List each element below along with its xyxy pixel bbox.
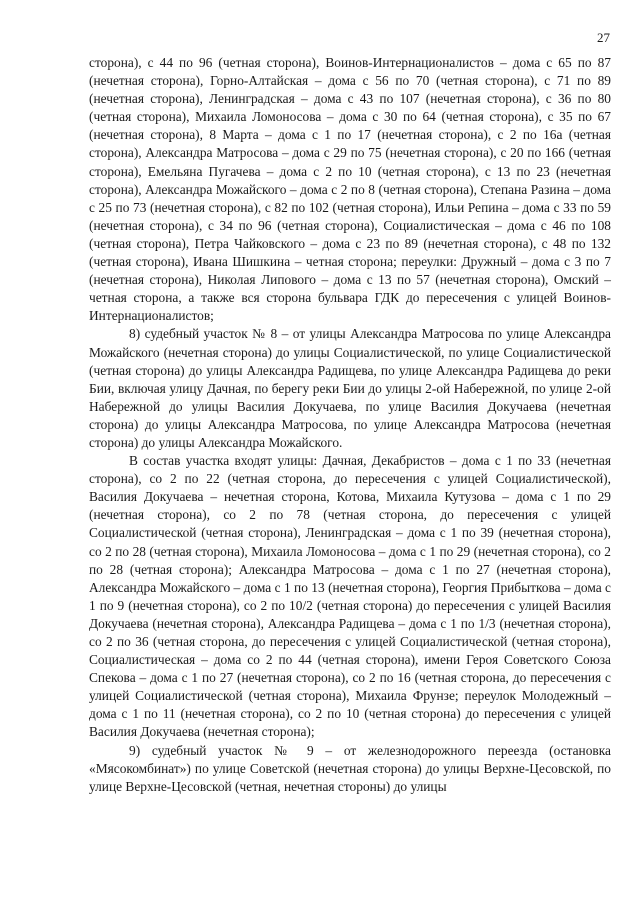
paragraph-district-9: 9) судебный участок № 9 – от железнодорожного переезда (остановка «Мясокомбинат») по улице Советской (нечетная сторона) до улицы Верхне-Цесовской, по улице Верхне-Цесовской (четная, нечетная стороны) до улицы — [89, 742, 611, 794]
page-body — [89, 54, 611, 796]
paragraph-district-8-streets: В состав участка входят улицы: Дачная, Декабристов – дома с 1 по 33 (нечетная сторона), со 2 по 22 (четная сторона, до пересечения с улицей Социалистической), Василия Докучаева – нечетная сторона, Котова, Михаила Кутузова – дома с 1 по 29 (нечетная сторона), со 2 по 78 (четная сторона, до пересечения с улицей Социалистической (четная сторона), Ленинградская – дома с 1 по 39 (нечетная сторона), со 2 по 28 (четная сторона), Михаила Ломоносова – дома с 1 по 29 (нечетная сторона), со 2 по 28 (четная сторона); Александра Матросова – дома с 1 по 27 (нечетная сторона), Александра Можайского – дома с 1 по 13 (нечетная сторона), Георгия Прибыткова – дома с 1 по 9 (нечетная сторона), со 2 по 10/2 (четная сторона) до пересечения с улицей Василия Докучаева (нечетная сторона), Александра Радищева – дома с 1 по 1/3 (нечетная сторона), со 2 по 36 (четная сторона, до пересечения с улицей Социалистической (четная сторона), Социалистическая – дома со 2 по 44 (четная сторона), имени Героя Советского Союза Спекова – дома с 1 по 27 (нечетная сторона), со 2 по 16 (четная сторона, до пересечения с улицей Социалистической (четная сторона), Михаила Фрунзе; переулок Молодежный – дома с 1 по 11 (нечетная сторона), со 2 по 10 (четная сторона) до пересечения с улицей Василия Докучаева (нечетная сторона); — [89, 453, 611, 740]
paragraph-district-8: 8) судебный участок № 8 – от улицы Александра Матросова по улице Александра Можайского (нечетная сторона) до улицы Социалистической, по улице Социалистической (четная сторона) до улицы Александра Радищева, по улице Александра Радищева до реки Бии, включая улицу Дачная, по берегу реки Бии до улицы 2-ой Набережной, по улице 2-ой Набережной до улицы Василия Докучаева, по улице Василия Докучаева (нечетная сторона) до улицы Александра Матросова, по улице Александра Матросова (нечетная сторона) до улицы Александра Можайского. — [89, 326, 611, 450]
page-number: 27 — [597, 30, 610, 45]
paragraph-continuation: сторона), с 44 по 96 (четная сторона), Воинов-Интернационалистов – дома с 65 по 87 (нечетная сторона), Горно-Алтайская – дома с 56 по 70 (четная сторона), с 71 по 89 (нечетная сторона), Ленинградская – дома с 43 по 107 (нечетная сторона), с 36 по 80 (четная сторона), Михаила Ломоносова – дома с 30 по 64 (четная сторона), с 35 по 67 (нечетная сторона), 8 Марта – дома с 1 по 17 (нечетная сторона), с 2 по 16а (четная сторона), Александра Матросова – дома с 29 по 75 (нечетная сторона), с 20 по 166 (четная сторона), Емельяна Пугачева – дома с 2 по 10 (четная сторона), с 13 по 23 (нечетная сторона), Александра Можайского – дома с 2 по 8 (четная сторона), Степана Разина – дома с 25 по 73 (нечетная сторона), с 82 по 102 (четная сторона), Ильи Репина – дома с 33 по 59 (нечетная сторона), с 34 по 96 (четная сторона), Социалистическая – дома с 46 по 108 (четная сторона), Петра Чайковского – дома с 23 по 89 (нечетная сторона), с 48 по 132 (четная сторона), Ивана Шишкина – четная сторона; переулки: Дружный – дома с 3 по 7 (нечетная сторона), Николая Липового – дома с 13 по 57 (нечетная сторона), Омский – четная сторона, а также вся сторона бульвара ГДК до пересечения с улицей Воинов-Интернационалистов; — [89, 55, 611, 324]
